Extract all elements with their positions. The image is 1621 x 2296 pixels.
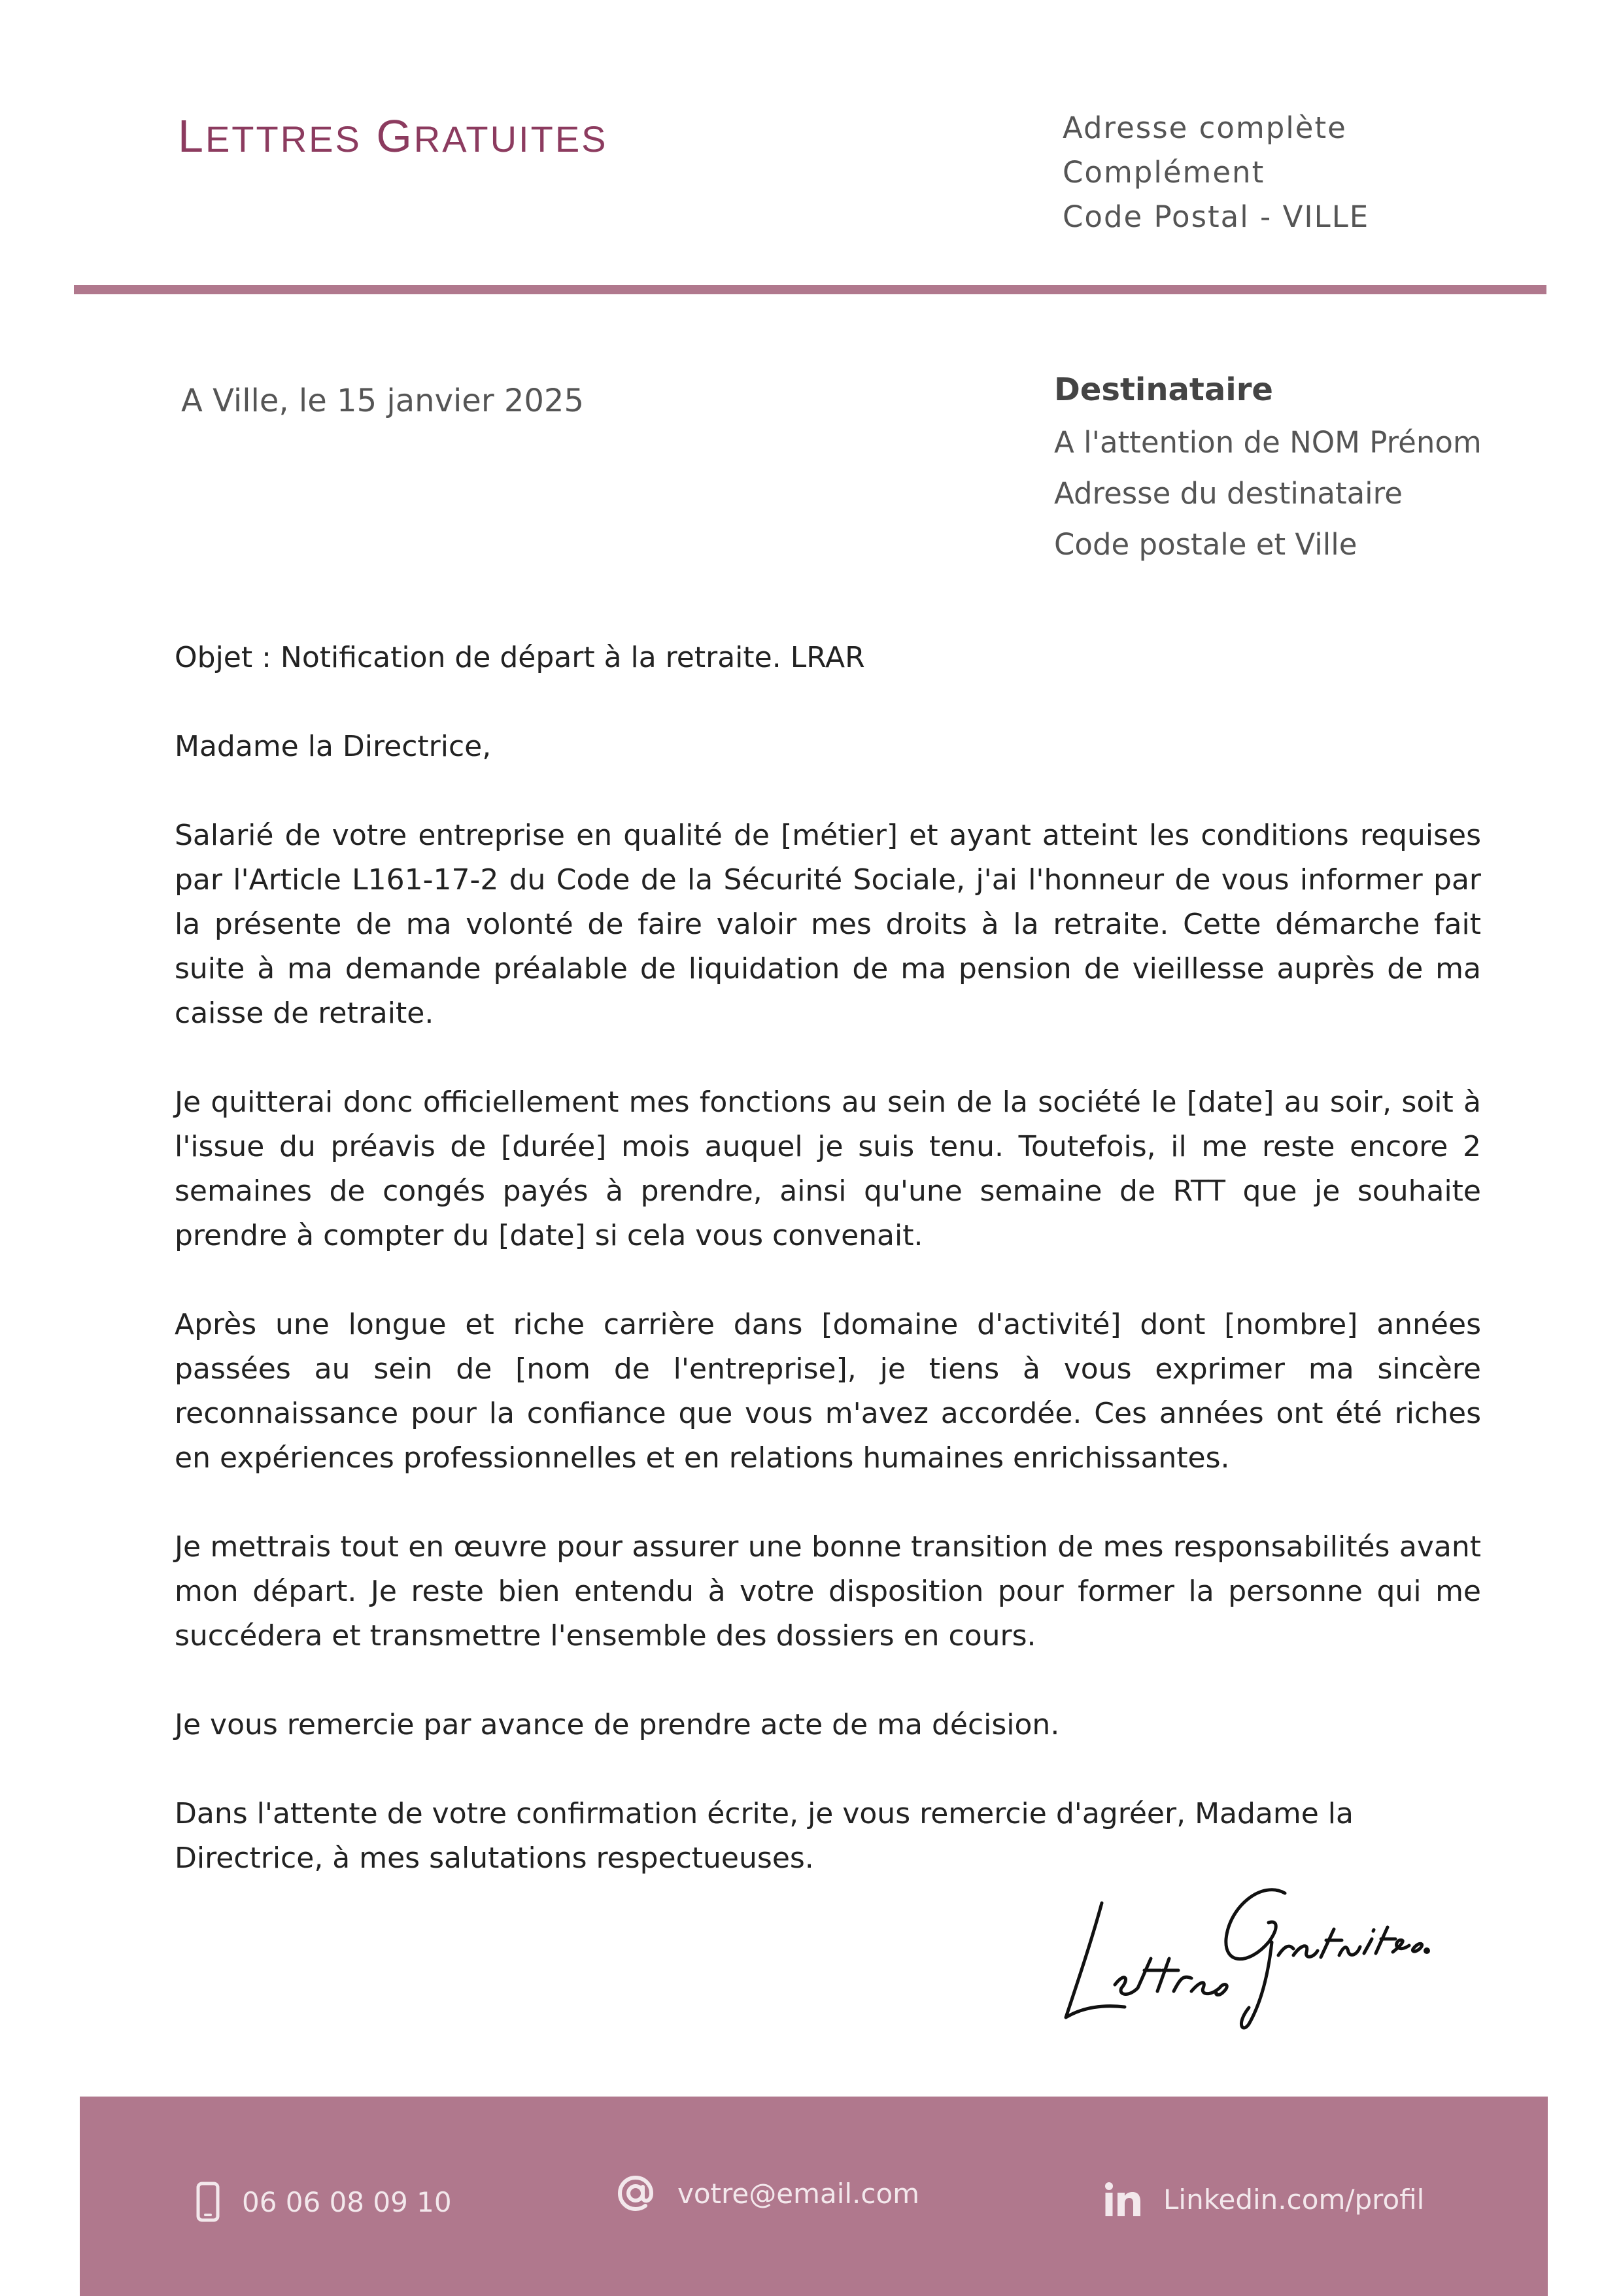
linkedin-url: Linkedin.com/profil <box>1163 2183 1425 2216</box>
brand-word-2: RATUITES <box>413 118 608 160</box>
handwritten-signature <box>1053 1867 1432 2037</box>
contact-footer <box>80 2097 1548 2296</box>
phone-number: 06 06 08 09 10 <box>242 2185 452 2218</box>
letter-paragraph: Je mettrais tout en œuvre pour assurer une bonne transition de mes responsabilités avant mon départ. Je reste bien entendu à votre disposition pour former la personne qui me succédera et transmettre l'ensemble des dossiers en cours. <box>175 1530 1481 1653</box>
letter-paragraph: Je vous remercie par avance de prendre acte de ma décision. <box>175 1708 1060 1741</box>
recipient-line: Adresse du destinataire <box>1054 476 1403 511</box>
letter-paragraph: Dans l'attente de votre confirmation écrite, je vous remercie d'agréer, Madame la Directrice, à mes salutations respectueuses. <box>175 1797 1354 1875</box>
footer-phone <box>196 2182 452 2222</box>
brand-initial-2: G <box>376 111 414 162</box>
header-divider <box>74 285 1546 294</box>
letter-paragraph: Salarié de votre entreprise en qualité de [métier] et ayant atteint les conditions requises par l'Article L161-17-2 du Code de la Sécurité Sociale, j'ai l'honneur de vous informer par la présente de ma volonté de faire valoir mes droits à la retraite. Cette démarche fait suite à ma demande préalable de liquidation de ma pension de vieillesse auprès de ma caisse de retraite. <box>175 819 1481 1030</box>
sender-line: Adresse complète <box>1063 111 1347 145</box>
recipient-line: Code postale et Ville <box>1054 527 1357 562</box>
footer-email <box>616 2174 919 2213</box>
recipient-title: Destinataire <box>1054 371 1273 408</box>
recipient-line: A l'attention de NOM Prénom <box>1054 425 1482 460</box>
sender-address <box>1063 106 1369 239</box>
sender-line: Code Postal - VILLE <box>1063 199 1370 234</box>
letter-subject: Objet : Notification de départ à la retraite. LRAR <box>175 641 865 674</box>
letter-paragraph: Après une longue et riche carrière dans [domaine d'activité] dont [nombre] années passées au sein de [nom de l'entreprise], je tiens à vous exprimer ma sincère reconnaissance pour la confiance que vous m'avez accordée. Ces années ont été riches en expériences professionnelles et en relations humaines enrichissantes. <box>175 1308 1481 1475</box>
recipient-block <box>1054 371 1482 570</box>
linkedin-icon <box>1104 2182 1141 2217</box>
footer-linkedin <box>1104 2182 1424 2217</box>
email-address: votre@email.com <box>677 2177 920 2210</box>
brand-title <box>178 110 608 162</box>
letter-paragraph: Je quitterai donc officiellement mes fonctions au sein de la société le [date] au soir, soit à l'issue du préavis de [durée] mois auquel je suis tenu. Toutefois, il me reste encore 2 semaines de congés payés à prendre, ainsi qu'une semaine de RTT que je souhaite prendre à compter du [date] si cela vous convenait. <box>175 1086 1481 1252</box>
sender-line: Complément <box>1063 155 1265 190</box>
brand-initial-1: L <box>178 111 205 162</box>
letter-body <box>175 636 1481 1925</box>
brand-word-1: ETTRES <box>205 118 362 160</box>
letter-salutation: Madame la Directrice, <box>175 730 492 763</box>
at-icon <box>616 2174 655 2213</box>
letter-date: A Ville, le 15 janvier 2025 <box>181 383 584 419</box>
phone-icon <box>196 2182 220 2222</box>
